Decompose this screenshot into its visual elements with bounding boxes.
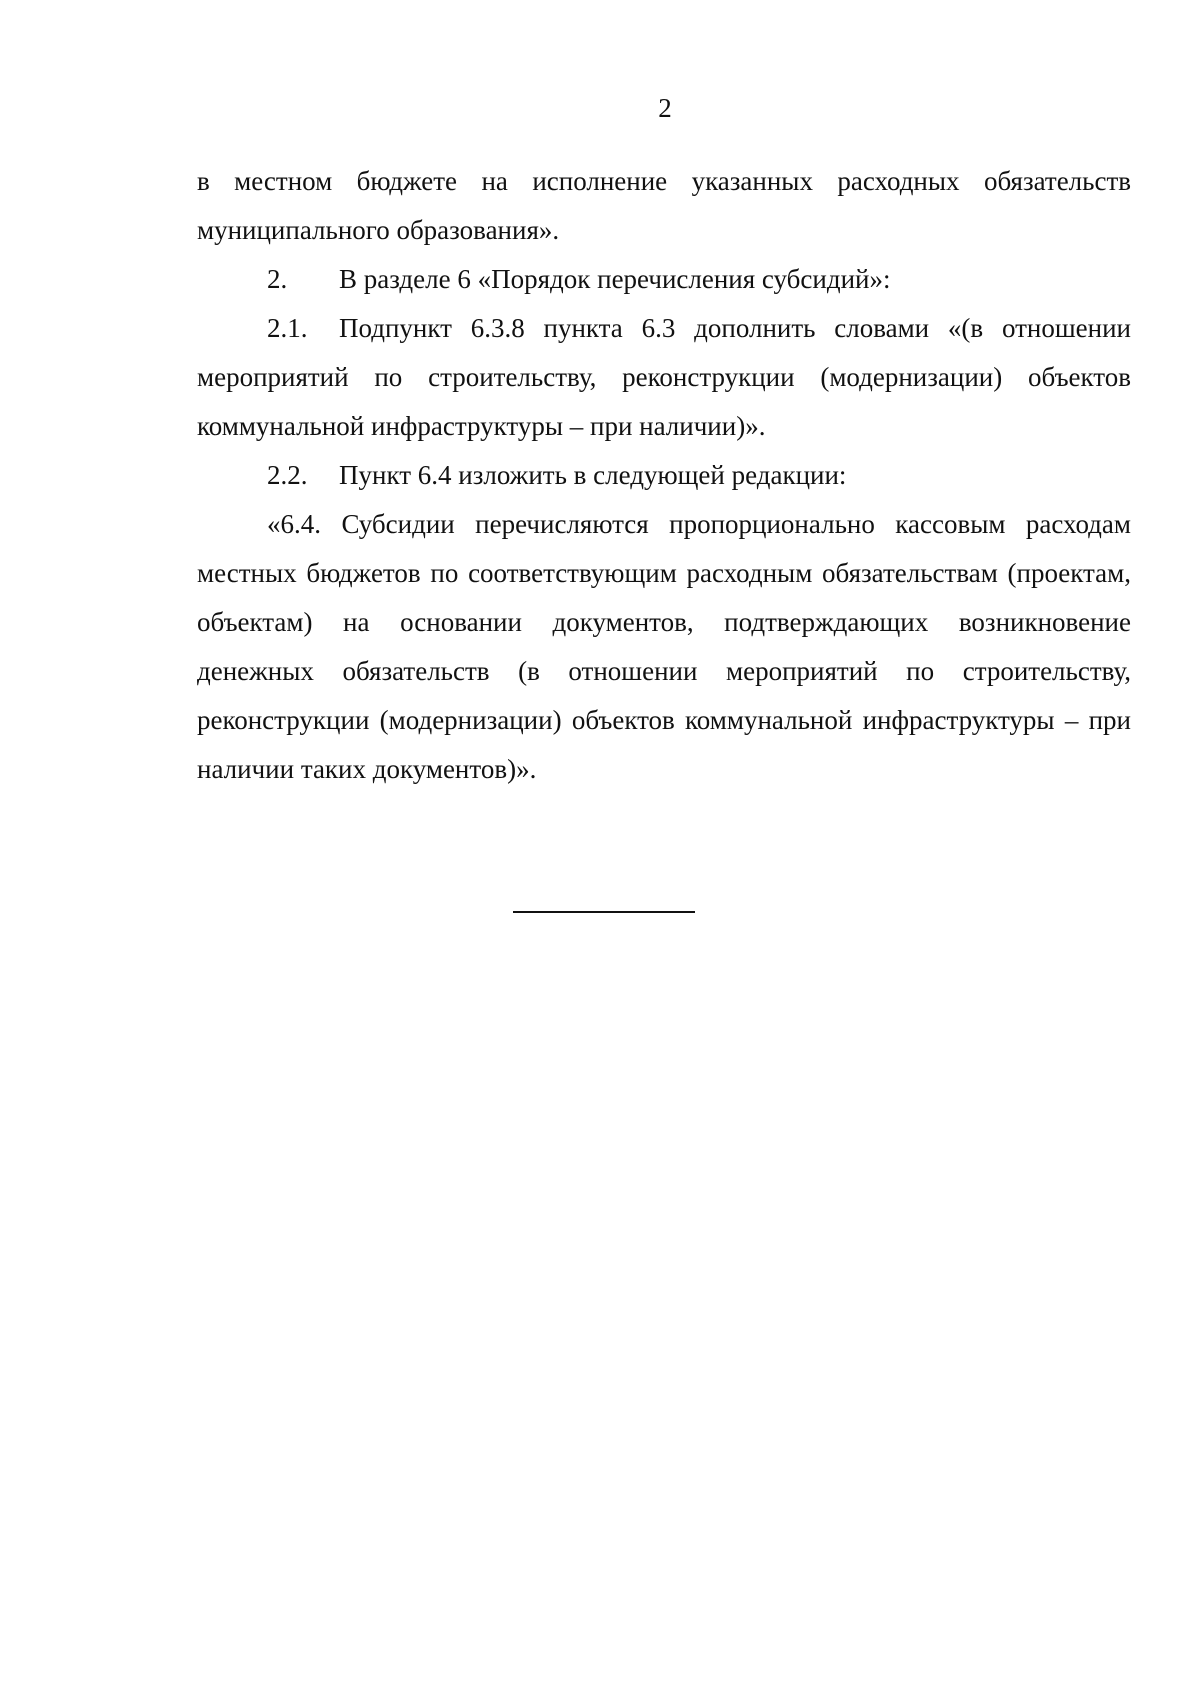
paragraph-item-2-1 [197, 304, 1131, 451]
paragraph-continuation [197, 157, 1131, 255]
paragraph-text: «6.4. Субсидии перечисляются пропорционально кассовым расходам местных бюджетов по соответствующим расходным обязательствам (проектам, объектам) на основании документов, подтверждающих возникновение денежных обязательств (в отношении мероприятий по строительству, реконструкции (модернизации) объектов коммунальной инфраструктуры – при наличии таких документов)». [197, 509, 1131, 784]
paragraph-number: 2. [267, 264, 288, 294]
paragraph-number: 2.1. [267, 313, 308, 343]
paragraph-item-2-2 [197, 451, 1131, 500]
closing-divider [513, 911, 695, 913]
paragraph-text: Подпункт 6.3.8 пункта 6.3 дополнить словами «(в отношении мероприятий по строительству, реконструкции (модернизации) объектов коммунальной инфраструктуры – при наличии)». [197, 313, 1131, 441]
paragraph-quoted-6-4 [197, 500, 1131, 794]
paragraph-text: в местном бюджете на исполнение указанных расходных обязательств муниципального образования». [197, 166, 1131, 245]
paragraph-text: Пункт 6.4 изложить в следующей редакции: [339, 460, 847, 490]
paragraph-number: 2.2. [267, 460, 308, 490]
page-number: 2 [658, 93, 672, 123]
document-body [197, 157, 1131, 794]
paragraph-item-2 [197, 255, 1131, 304]
paragraph-text: В разделе 6 «Порядок перечисления субсидий»: [339, 264, 891, 294]
